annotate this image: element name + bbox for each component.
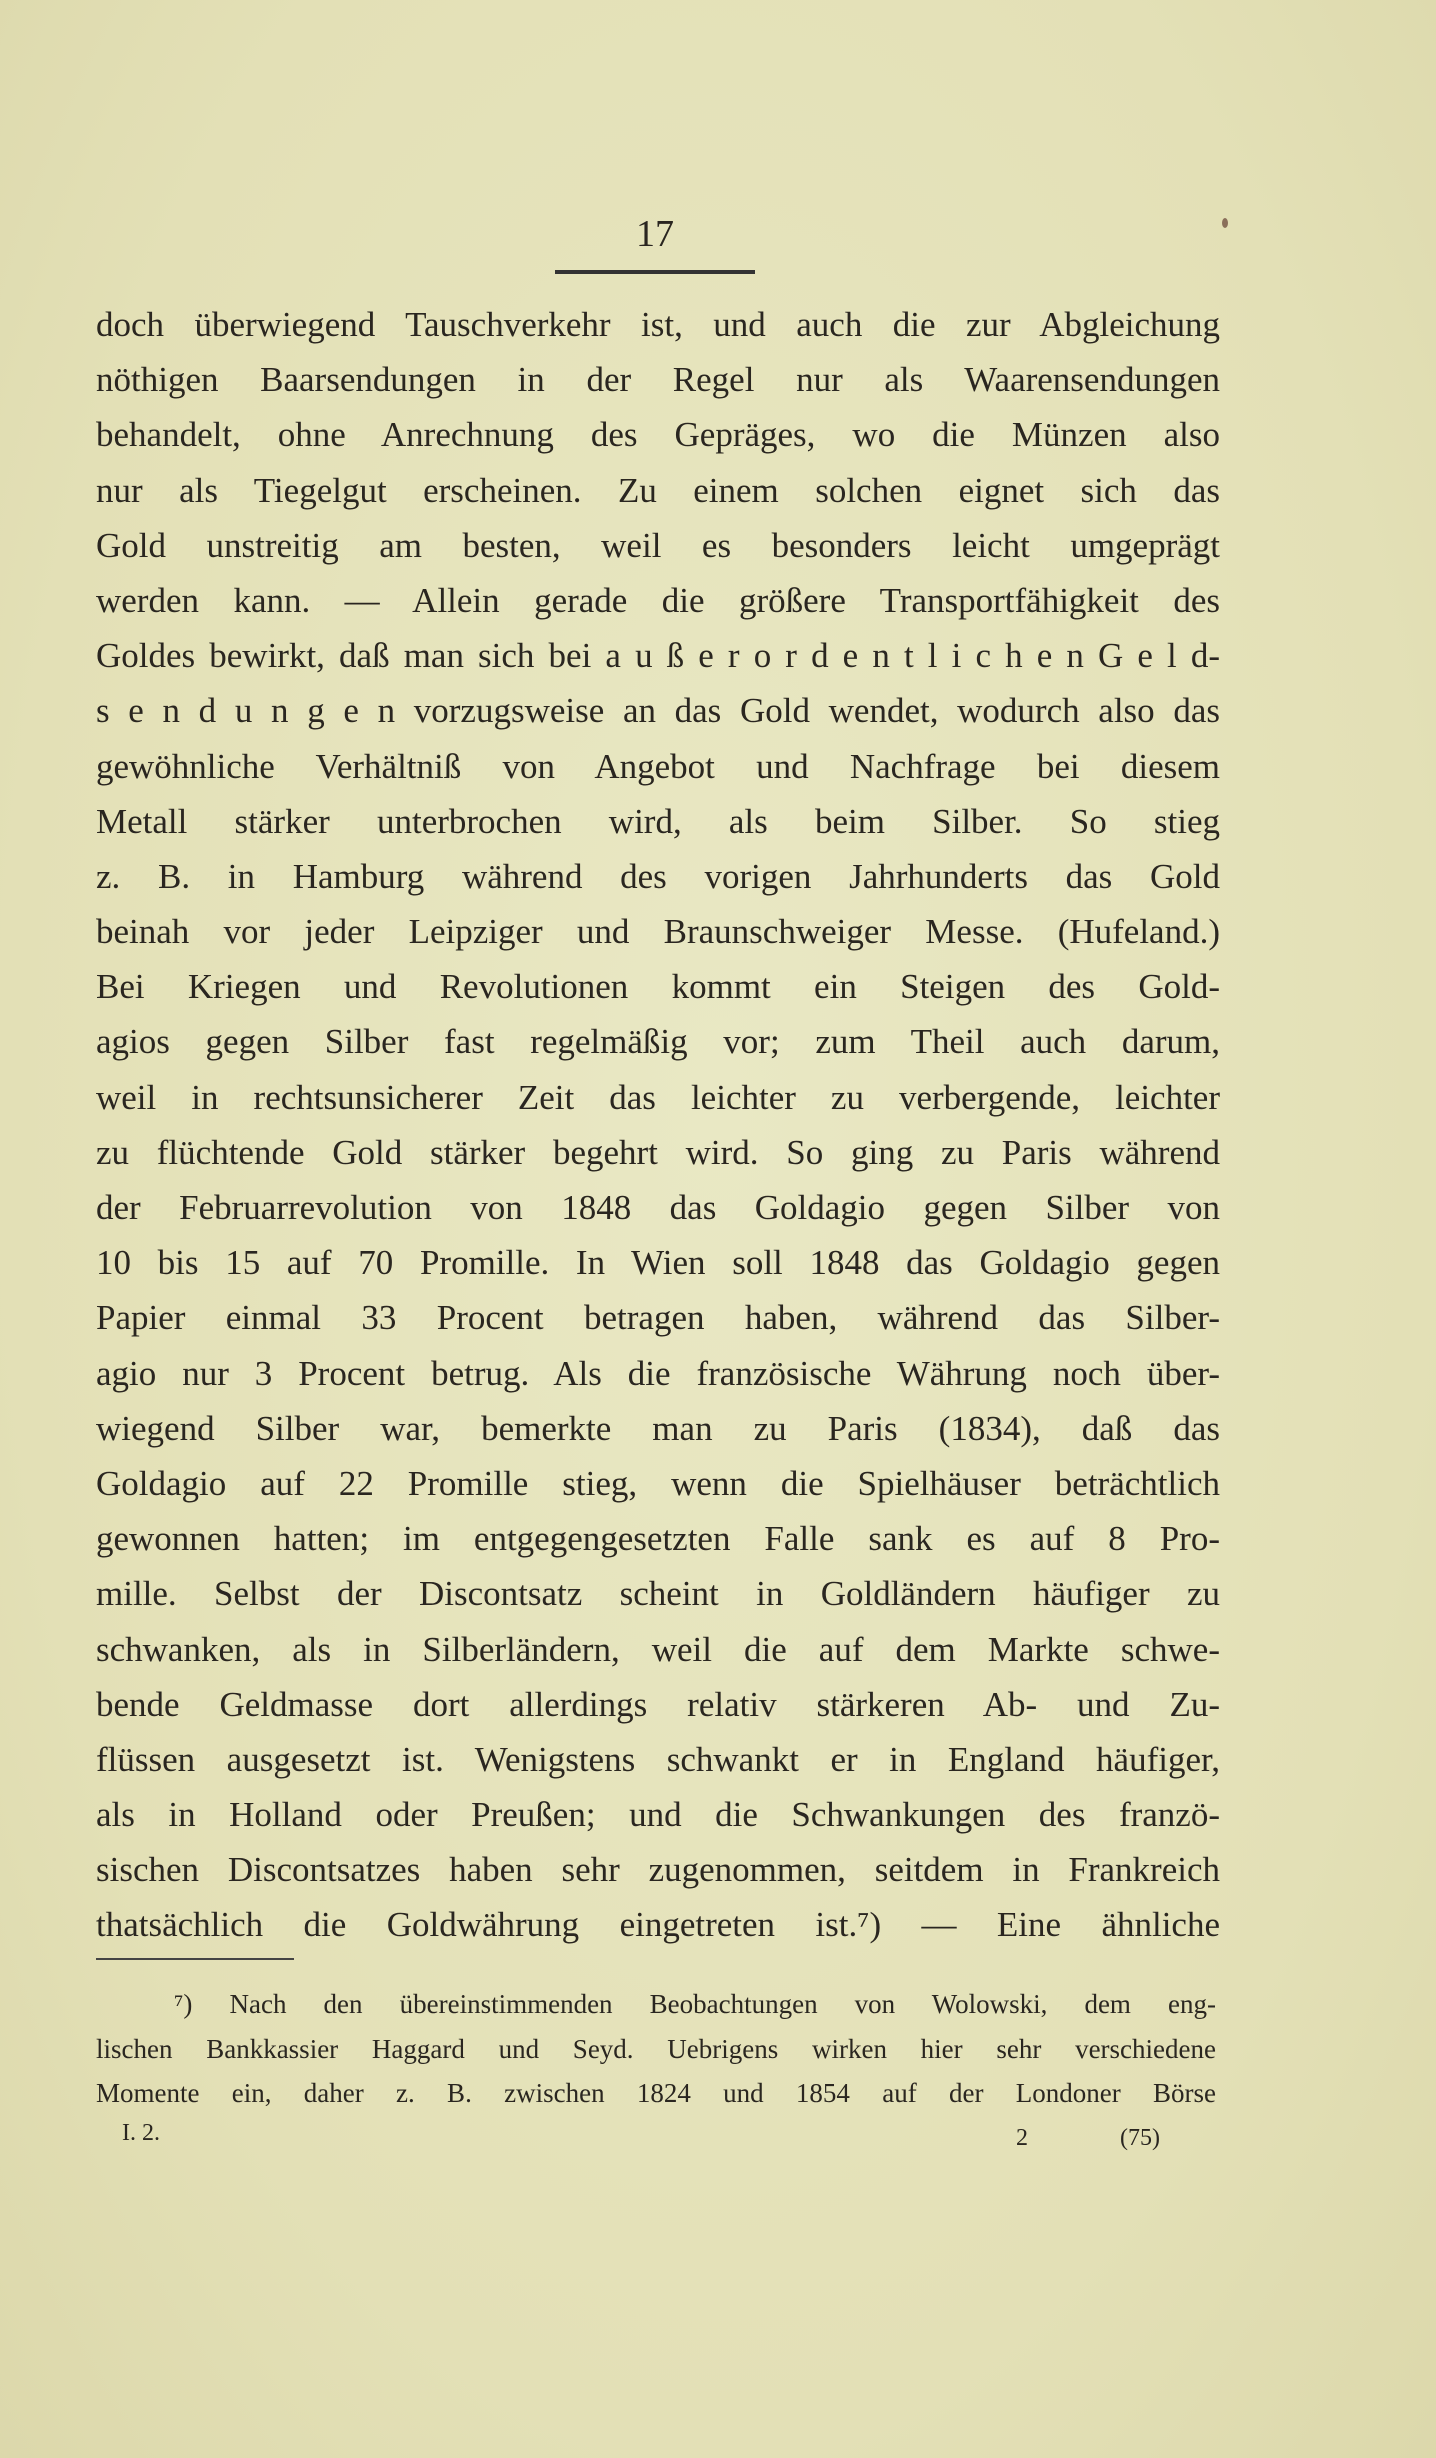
footnote-separator <box>96 1958 294 1960</box>
text-line: Goldes bewirkt, daß man sich bei a u ß e r o r d e n t l i c h e n G e l d- <box>96 636 1220 676</box>
text-line: schwanken, als in Silberländern, weil die auf dem Markte schwe- <box>96 1629 1220 1669</box>
text-line: mille. Selbst der Discontsatz scheint in Goldländern häufiger zu <box>96 1574 1220 1614</box>
body-text <box>96 297 1220 1953</box>
text-line: der Februarrevolution von 1848 das Goldagio gegen Silber von <box>96 1188 1220 1227</box>
text-line: Papier einmal 33 Procent betragen haben, während das Silber- <box>96 1298 1220 1338</box>
text-line: 10 bis 15 auf 70 Promille. In Wien soll 1848 das Goldagio gegen <box>96 1243 1220 1283</box>
text-line: nöthigen Baarsendungen in der Regel nur als Waarensendungen <box>96 360 1220 400</box>
text-line: z. B. in Hamburg während des vorigen Jahrhunderts das Gold <box>96 856 1220 896</box>
footnote-line: Momente ein, daher z. B. zwischen 1824 und 1854 auf der Londoner Börse <box>96 2078 1216 2108</box>
text-line: s e n d u n g e n vorzugsweise an das Gold wendet, wodurch also das <box>96 691 1220 731</box>
text-line: zu flüchtende Gold stärker begehrt wird. So ging zu Paris während <box>96 1132 1220 1172</box>
text-line: agios gegen Silber fast regelmäßig vor; zum Theil auch darum, <box>96 1022 1220 1062</box>
footnote-line: ⁷) Nach den übereinstimmenden Beobachtungen von Wolowski, dem eng- <box>174 1989 1216 2019</box>
text-line: flüssen ausgesetzt ist. Wenigstens schwankt er in England häufiger, <box>96 1739 1220 1779</box>
text-line: weil in rechtsunsicherer Zeit das leichter zu verbergende, leichter <box>96 1077 1220 1117</box>
text-line: werden kann. — Allein gerade die größere Transportfähigkeit des <box>96 580 1220 620</box>
text-line: gewonnen hatten; im entgegengesetzten Falle sank es auf 8 Pro- <box>96 1519 1220 1559</box>
text-line: gewöhnliche Verhältniß von Angebot und Nachfrage bei diesem <box>96 746 1220 786</box>
text-line: als in Holland oder Preußen; und die Schwankungen des franzö- <box>96 1795 1220 1835</box>
signature-mark: I. 2. <box>122 2120 160 2146</box>
footnotes <box>96 1982 1216 2116</box>
text-line: sischen Discontsatzes haben sehr zugenommen, seitdem in Frankreich <box>96 1850 1220 1890</box>
text-line: bende Geldmasse dort allerdings relativ stärkeren Ab- und Zu- <box>96 1684 1220 1724</box>
text-line: beinah vor jeder Leipziger und Braunschweiger Messe. (Hufeland.) <box>96 912 1220 952</box>
footnote-line: lischen Bankkassier Haggard und Seyd. Uebrigens wirken hier sehr verschiedene <box>96 2033 1216 2064</box>
text-line: doch überwiegend Tauschverkehr ist, und auch die zur Abgleichung <box>96 305 1220 344</box>
sheet-number: 2 <box>1016 2125 1028 2151</box>
text-line: Metall stärker unterbrochen wird, als beim Silber. So stieg <box>96 801 1220 841</box>
text-line: agio nur 3 Procent betrug. Als die französische Währung noch über- <box>96 1353 1220 1393</box>
header-rule <box>555 270 755 274</box>
page-number: 17 <box>636 213 674 255</box>
text-line: wiegend Silber war, bemerkte man zu Paris (1834), daß das <box>96 1408 1220 1448</box>
text-line: Goldagio auf 22 Promille stieg, wenn die Spielhäuser beträchtlich <box>96 1463 1220 1503</box>
text-line: thatsächlich die Goldwährung eingetreten ist.⁷) — Eine ähnliche <box>96 1905 1220 1945</box>
text-line: Gold unstreitig am besten, weil es besonders leicht umgeprägt <box>96 525 1220 565</box>
text-line: Bei Kriegen und Revolutionen kommt ein Steigen des Gold- <box>96 967 1220 1007</box>
text-line: behandelt, ohne Anrechnung des Gepräges, wo die Münzen also <box>96 415 1220 455</box>
sheet-sequence: (75) <box>1120 2125 1160 2151</box>
text-line: nur als Tiegelgut erscheinen. Zu einem solchen eignet sich das <box>96 470 1220 510</box>
